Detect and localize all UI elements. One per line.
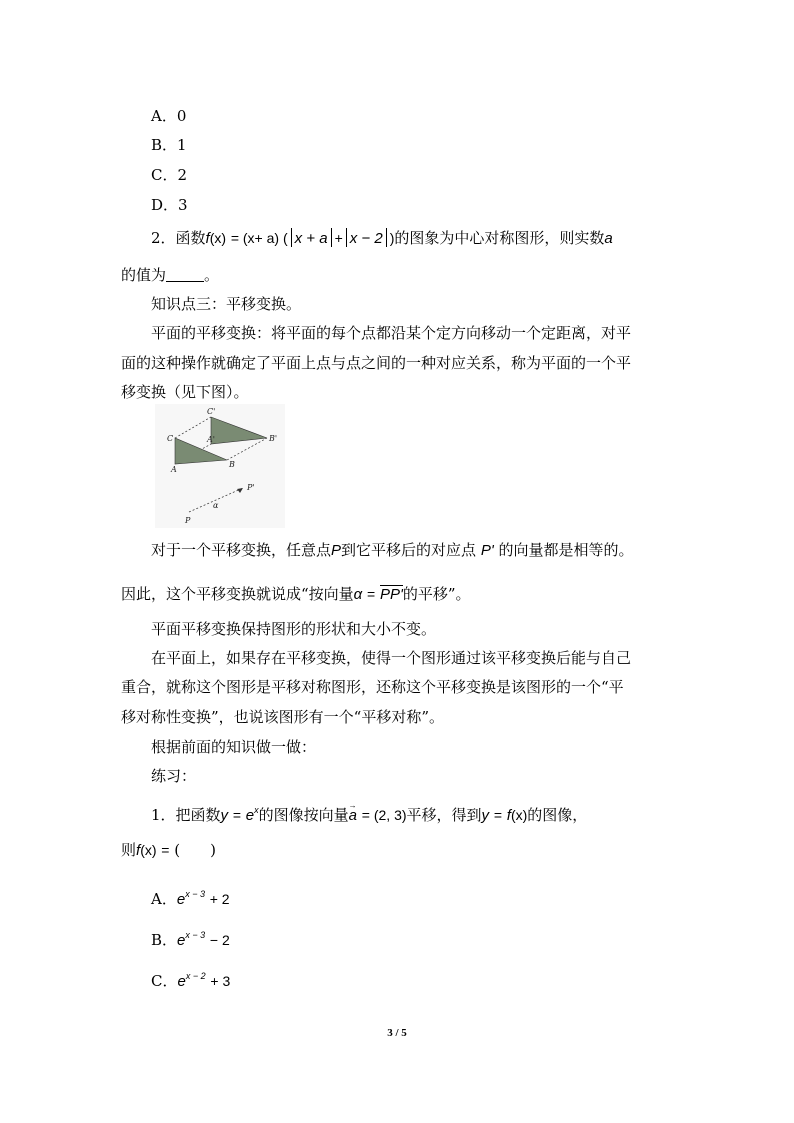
definition-line-3: 移变换（见下图）。 — [121, 383, 249, 401]
option-b: B．1 — [151, 136, 187, 154]
symmetry-line-2: 重合，就称这个图形是平移对称图形，还称这个平移变换是该图形的一个“平 — [121, 678, 624, 696]
label-b-prime: B' — [269, 434, 278, 443]
kp3-title: 知识点三：平移变换。 — [151, 295, 302, 313]
option-a: A．0 — [151, 107, 187, 125]
question-2-line2: 的值为 。 — [121, 266, 220, 284]
label-p: P — [185, 516, 191, 525]
question-2: 2．函数f(x) = (x+ a) ( x + a + x − 2 )的图象为中心对称图形，则实数a — [151, 229, 613, 247]
symmetry-line-3: 移对称性变换”，也说该图形有一个“平移对称”。 — [121, 708, 445, 726]
exercise-option-c: C．$e^{x - 2} + 3$ — [151, 971, 231, 990]
vector-line-1: 对于一个平移变换，任意点P到它平移后的对应点 P' 的向量都是相等的。 — [151, 541, 634, 559]
translation-figure — [155, 404, 285, 528]
answer-blank — [166, 281, 204, 282]
label-c-prime: C' — [207, 407, 216, 416]
label-b: B — [229, 460, 235, 469]
practice-heading: 练习： — [151, 767, 197, 785]
label-p-prime: P' — [247, 483, 255, 492]
label-c: C — [167, 434, 174, 443]
label-a: A — [171, 465, 177, 474]
exercise-option-a: A．$e^{x - 3} + 2$ — [151, 889, 230, 908]
page-number: 3 / 5 — [387, 1027, 407, 1039]
exercise-option-b: B．$e^{x - 3} - 2$ — [151, 930, 230, 949]
exercise-1: 1．把函数$y = e^x$的图像按向量→ a = (2, 3)平移，得到y = f(x)的图像， — [151, 800, 587, 826]
definition-line-1: 平面的平移变换：将平面的每个点都沿某个定方向移动一个定距离，对平 — [151, 324, 632, 342]
label-a-prime: A' — [207, 435, 215, 444]
vector-line-2: 因此，这个平移变换就说成“按向量α = PP'的平移”。 — [121, 585, 471, 603]
symmetry-line-1: 在平面上，如果存在平移变换，使得一个图形通过该平移变换后能与自己 — [151, 649, 632, 667]
do-it-prompt: 根据前面的知识做一做： — [151, 738, 317, 756]
option-d: D．3 — [151, 196, 188, 214]
exercise-1-line2: 则f(x) = ( ) — [121, 841, 216, 859]
option-c: C．2 — [151, 166, 188, 184]
definition-line-2: 面的这种操作就确定了平面上点与点之间的一种对应关系，称为平面的一个平 — [121, 354, 632, 372]
shape-keep: 平面平移变换保持图形的形状和大小不变。 — [151, 620, 437, 638]
label-alpha: α — [213, 501, 219, 510]
